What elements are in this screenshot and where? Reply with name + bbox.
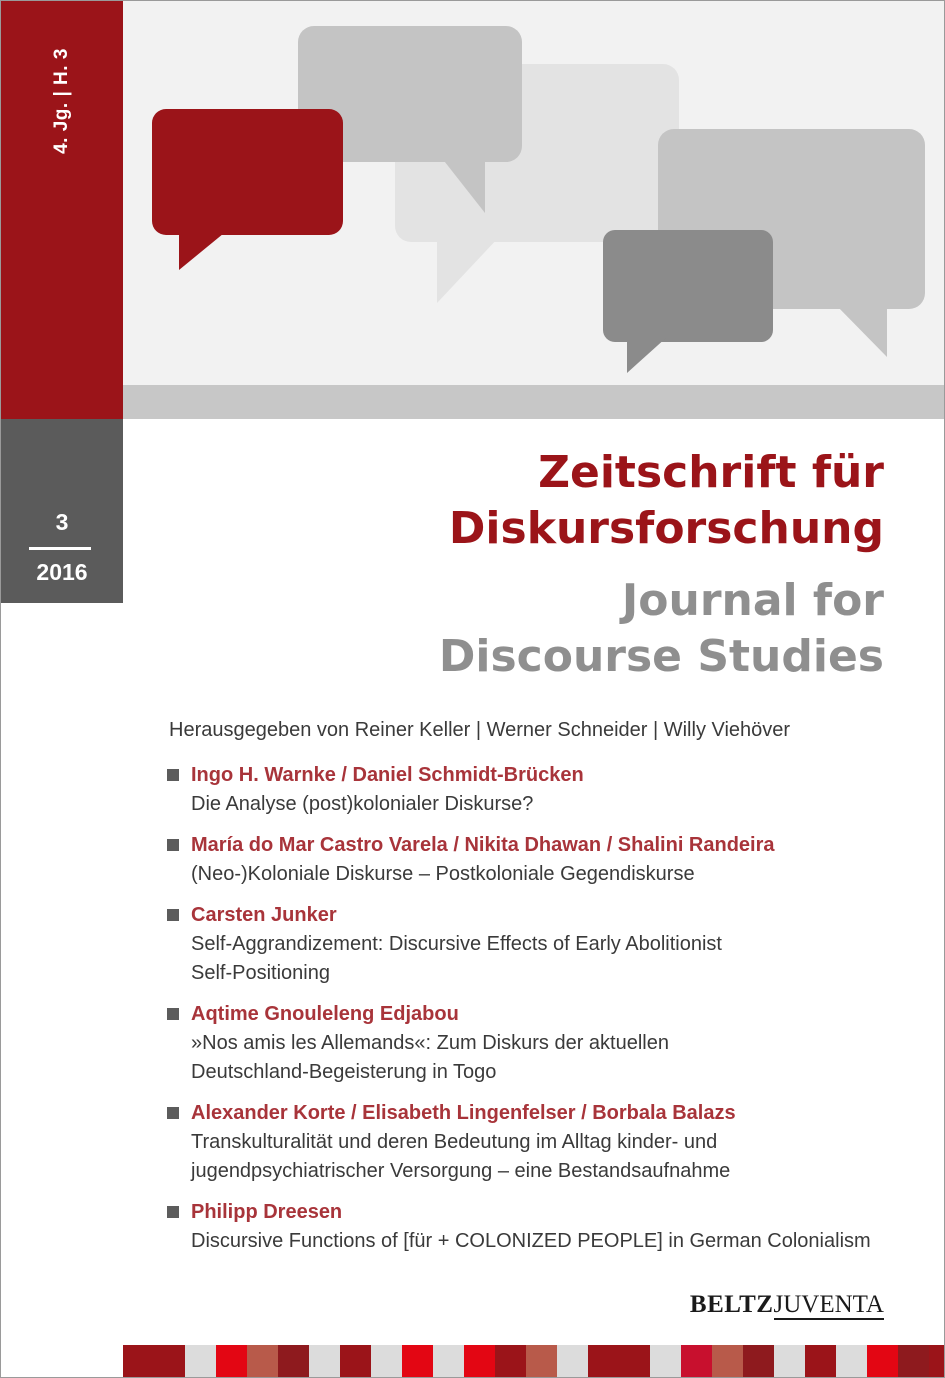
title-german (449, 445, 884, 557)
color-strip-square (185, 1345, 216, 1378)
title-german-line2: Diskursforschung (448, 503, 884, 554)
bullet-square-icon (167, 1008, 179, 1020)
color-strip-square (371, 1345, 402, 1378)
list-item (167, 761, 937, 819)
article-title: Discursive Functions of [für + COLONIZED PEOPLE] in German Colonialism (191, 1230, 871, 1252)
color-strip-square (216, 1345, 247, 1378)
decorative-color-strip (123, 1345, 945, 1378)
article-authors: Carsten Junker (191, 904, 337, 926)
color-strip-square (557, 1345, 588, 1378)
speech-bubble-grey-icon (603, 230, 773, 373)
color-strip-square (929, 1345, 945, 1378)
bullet-square-icon (167, 1206, 179, 1218)
title-english-line2: Discourse Studies (438, 631, 884, 682)
color-strip-square (805, 1345, 836, 1378)
issue-year: 2016 (36, 559, 88, 585)
article-authors: Alexander Korte / Elisabeth Lingenfelser / Borbala Balazs (191, 1102, 736, 1124)
list-item (167, 1099, 937, 1186)
publisher-logo (690, 1291, 884, 1319)
color-strip-square (309, 1345, 340, 1378)
volume-label: 4. Jg. | H. 3 (51, 48, 72, 154)
article-title: Die Analyse (post)kolonialer Diskurse? (191, 793, 534, 815)
article-title: (Neo-)Koloniale Diskurse – Postkoloniale Gegendiskurse (191, 863, 695, 885)
color-strip-square (154, 1345, 185, 1378)
article-authors: María do Mar Castro Varela / Nikita Dhawan / Shalini Randeira (191, 834, 775, 856)
color-strip-square (898, 1345, 929, 1378)
color-strip-square (340, 1345, 371, 1378)
speech-bubbles-illustration (123, 1, 944, 385)
color-strip-square (123, 1345, 154, 1378)
issue-number: 3 (55, 509, 69, 535)
color-strip-square (743, 1345, 774, 1378)
title-english (439, 573, 884, 685)
color-strip-square (495, 1345, 526, 1378)
editors-line: Herausgegeben von Reiner Keller | Werner Schneider | Willy Viehöver (169, 719, 791, 741)
color-strip-square (712, 1345, 743, 1378)
color-strip-square (836, 1345, 867, 1378)
color-strip-square (433, 1345, 464, 1378)
color-strip-square (526, 1345, 557, 1378)
bullet-square-icon (167, 839, 179, 851)
list-item (167, 1000, 937, 1087)
bullet-square-icon (167, 909, 179, 921)
publisher-name-part2: JUVENTA (773, 1291, 884, 1318)
publisher-name-part1: BELTZ (689, 1291, 774, 1318)
article-title: Self-Aggrandizement: Discursive Effects of Early Abolitionist Self-Positioning (191, 933, 722, 984)
illustration-divider-bar (123, 385, 944, 419)
bullet-square-icon (167, 769, 179, 781)
article-authors: Ingo H. Warnke / Daniel Schmidt-Brücken (191, 764, 584, 786)
color-strip-square (867, 1345, 898, 1378)
color-strip-square (619, 1345, 650, 1378)
article-title: Transkulturalität und deren Bedeutung im Alltag kinder- und jugendpsychiatrischer Versorgung – eine Bestandsaufnahme (191, 1131, 731, 1182)
issue-divider (29, 547, 91, 550)
color-strip-square (247, 1345, 278, 1378)
color-strip-square (650, 1345, 681, 1378)
color-strip-square (681, 1345, 712, 1378)
list-item (167, 1198, 937, 1256)
title-english-line1: Journal for (621, 575, 884, 626)
article-title: »Nos amis les Allemands«: Zum Diskurs der aktuellen Deutschland-Begeisterung in Togo (191, 1032, 669, 1083)
article-authors: Philipp Dreesen (191, 1201, 343, 1223)
color-strip-square (402, 1345, 433, 1378)
color-strip-square (774, 1345, 805, 1378)
article-authors: Aqtime Gnouleleng Edjabou (191, 1003, 459, 1025)
bullet-square-icon (167, 1107, 179, 1119)
color-strip-square (588, 1345, 619, 1378)
list-item (167, 831, 937, 889)
table-of-contents (167, 761, 937, 1268)
color-strip-square (464, 1345, 495, 1378)
speech-bubble-red-icon (152, 109, 343, 270)
title-german-line1: Zeitschrift für (538, 447, 884, 498)
color-strip-square (278, 1345, 309, 1378)
list-item (167, 901, 937, 988)
